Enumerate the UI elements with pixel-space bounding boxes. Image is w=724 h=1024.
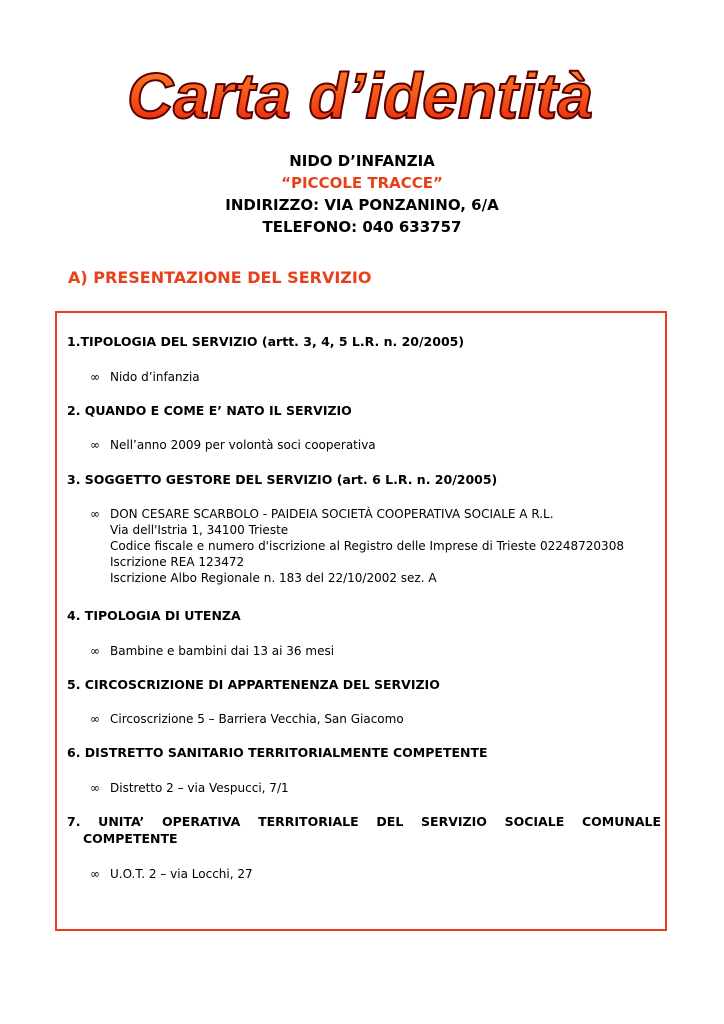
item-3-bullet: ∞ DON CESARE SCARBOLO - PAIDEIA SOCIETÀ COOPERATIVA SOCIALE A R.L. Via dell'Istria 1, 34100 Trieste Codice fiscale e numero d'iscrizione al Registro delle Imprese di Trieste 02248720308 Iscrizione REA 123472 Iscrizione Albo Regionale n. 183 del 22/10/2002 sez. A	[90, 507, 624, 585]
header-address: INDIRIZZO: VIA PONZANINO, 6/A	[225, 196, 499, 214]
item-7-heading: 7. UNITA’ OPERATIVA TERRITORIALE DEL SERVIZIO SOCIALE COMUNALE	[67, 814, 661, 829]
header-type: NIDO D’INFANZIA	[289, 152, 435, 170]
header-phone: TELEFONO: 040 633757	[262, 218, 462, 236]
infinity-bullet-icon: ∞	[90, 712, 100, 726]
item-1-bullet: ∞ Nido d’infanzia	[90, 370, 200, 384]
infinity-bullet-icon: ∞	[90, 507, 100, 521]
item-1-heading: 1.TIPOLOGIA DEL SERVIZIO (artt. 3, 4, 5 L.R. n. 20/2005)	[67, 334, 465, 349]
title-text: Carta d’identità	[127, 60, 593, 132]
item-5-bullet: ∞ Circoscrizione 5 – Barriera Vecchia, San Giacomo	[90, 712, 404, 726]
header-name: “PICCOLE TRACCE”	[281, 174, 443, 192]
item-5-heading: 5. CIRCOSCRIZIONE DI APPARTENENZA DEL SERVIZIO	[67, 677, 440, 692]
infinity-bullet-icon: ∞	[90, 867, 100, 881]
document-title	[0, 38, 724, 138]
infinity-bullet-icon: ∞	[90, 644, 100, 658]
item-6-bullet: ∞ Distretto 2 – via Vespucci, 7/1	[90, 781, 289, 795]
item-2-heading: 2. QUANDO E COME E’ NATO IL SERVIZIO	[67, 403, 352, 418]
infinity-bullet-icon: ∞	[90, 781, 100, 795]
item-4-heading: 4. TIPOLOGIA DI UTENZA	[67, 608, 241, 623]
item-4-bullet: ∞ Bambine e bambini dai 13 ai 36 mesi	[90, 644, 335, 658]
item-2-bullet: ∞ Nell’anno 2009 per volontà soci cooperativa	[90, 438, 376, 452]
item-3-heading: 3. SOGGETTO GESTORE DEL SERVIZIO (art. 6 L.R. n. 20/2005)	[67, 472, 498, 487]
item-6-heading: 6. DISTRETTO SANITARIO TERRITORIALMENTE COMPETENTE	[67, 745, 488, 760]
content-box	[55, 311, 667, 931]
infinity-bullet-icon: ∞	[90, 438, 100, 452]
infinity-bullet-icon: ∞	[90, 370, 100, 384]
item-7-bullet: ∞ U.O.T. 2 – via Locchi, 27	[90, 867, 253, 881]
item-7-heading-cont: COMPETENTE	[83, 831, 178, 846]
section-heading: A) PRESENTAZIONE DEL SERVIZIO	[68, 268, 372, 287]
header-block	[0, 150, 724, 238]
